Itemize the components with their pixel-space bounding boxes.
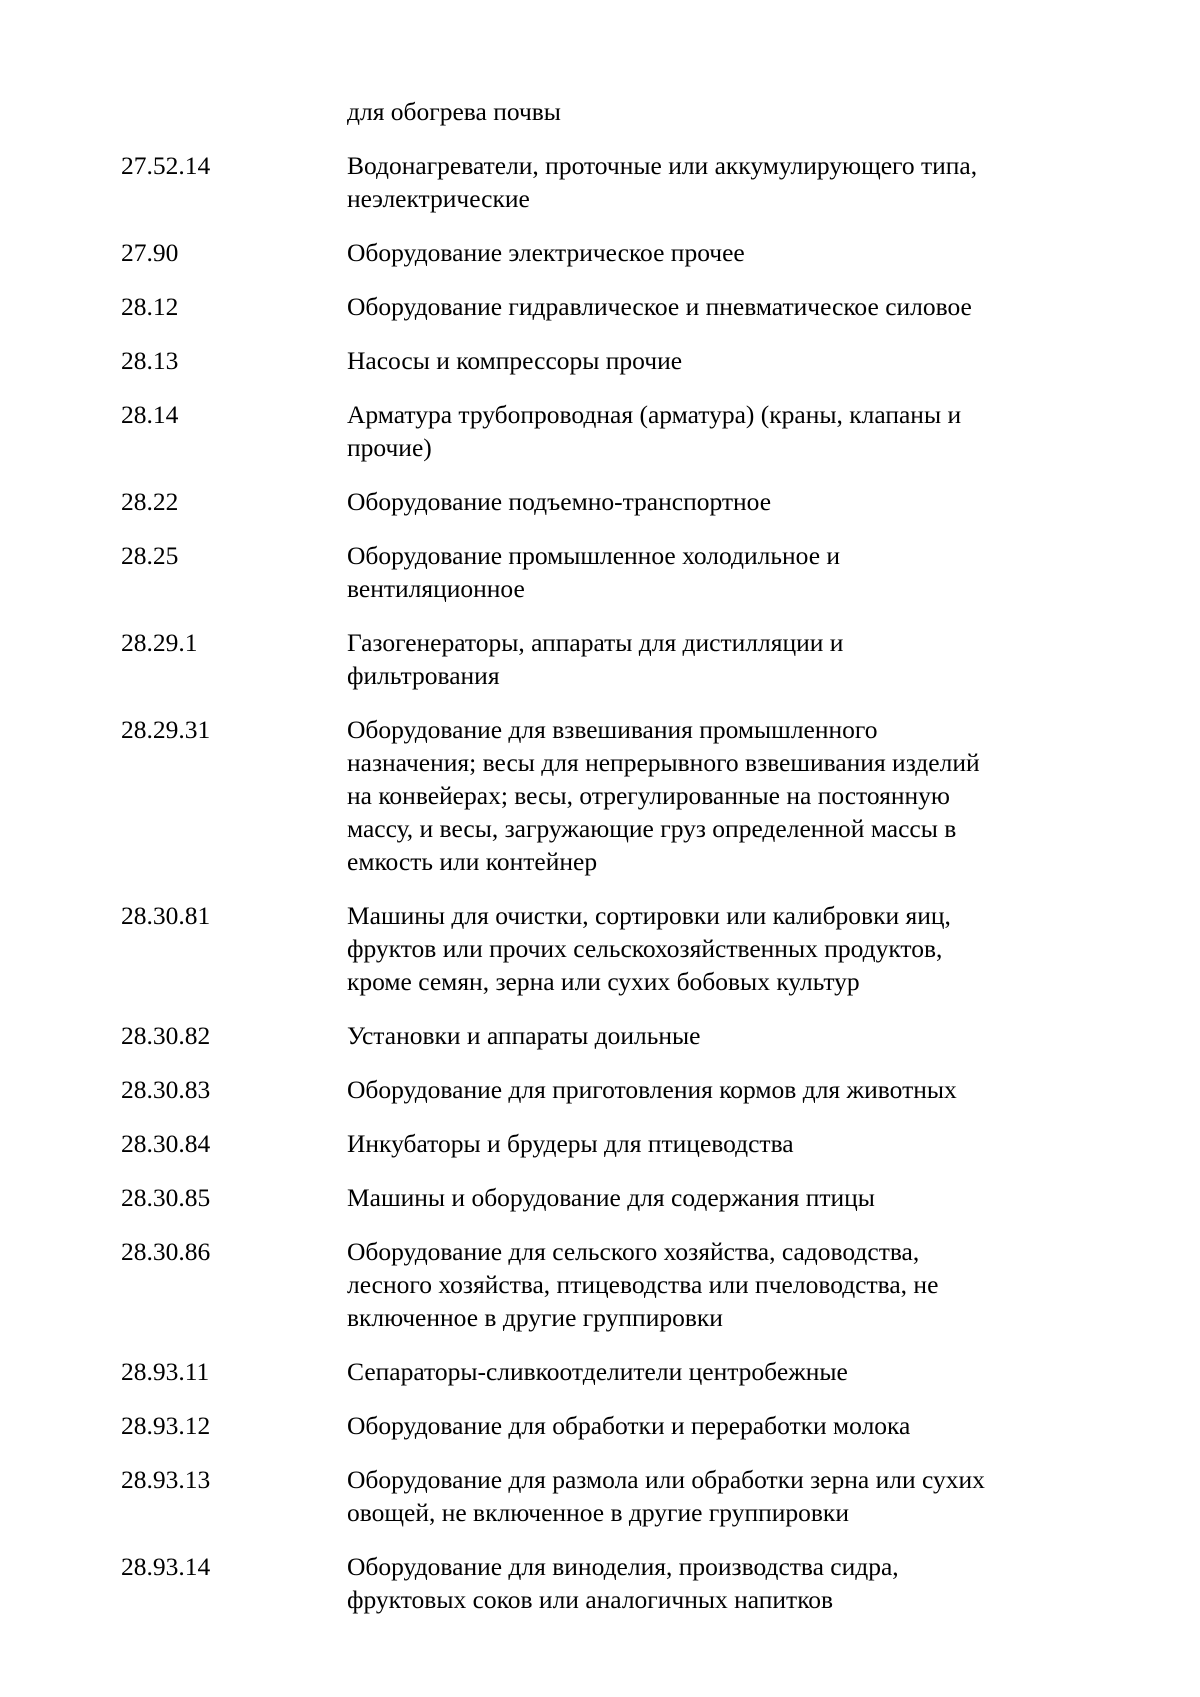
item-code: 28.29.1 (121, 628, 198, 657)
item-description (347, 1235, 1067, 1334)
description-line: Водонагреватели, проточные или аккумулирующего типа, (347, 151, 978, 180)
list-item (121, 344, 1081, 377)
item-code: 27.52.14 (121, 151, 211, 180)
item-description (347, 899, 1067, 998)
description-line: назначения; весы для непрерывного взвешивания изделий (347, 748, 980, 777)
description-line: прочие) (347, 433, 432, 462)
item-code: 27.90 (121, 238, 179, 267)
description-line: для обогрева почвы (347, 97, 561, 126)
item-code: 28.29.31 (121, 715, 211, 744)
description-line: Установки и аппараты доильные (347, 1021, 701, 1050)
description-line: Инкубаторы и брудеры для птицеводства (347, 1129, 794, 1158)
description-line: Оборудование промышленное холодильное и (347, 541, 841, 570)
item-description (347, 485, 1067, 518)
description-line: емкость или контейнер (347, 847, 598, 876)
description-line: кроме семян, зерна или сухих бобовых культур (347, 967, 860, 996)
item-description (347, 1409, 1067, 1442)
item-description (347, 1073, 1067, 1106)
description-line: вентиляционное (347, 574, 525, 603)
item-description (347, 539, 1067, 605)
description-line: Оборудование для обработки и переработки молока (347, 1411, 911, 1440)
item-code: 28.30.85 (121, 1183, 211, 1212)
item-code: 28.93.11 (121, 1357, 210, 1386)
description-line: Оборудование для приготовления кормов для животных (347, 1075, 957, 1104)
list-item (121, 485, 1081, 518)
item-code: 28.30.81 (121, 901, 211, 930)
list-item (121, 1127, 1081, 1160)
item-code: 28.93.12 (121, 1411, 211, 1440)
item-description (347, 1181, 1067, 1214)
list-item (121, 539, 1081, 605)
description-line: включенное в другие группировки (347, 1303, 723, 1332)
list-item (121, 1181, 1081, 1214)
item-code: 28.25 (121, 541, 179, 570)
description-line: Оборудование электрическое прочее (347, 238, 745, 267)
item-description (347, 95, 1067, 128)
list-item (121, 95, 1081, 128)
list-item (121, 1019, 1081, 1052)
item-code: 28.22 (121, 487, 179, 516)
description-line: Оборудование для сельского хозяйства, садоводства, (347, 1237, 920, 1266)
list-item (121, 236, 1081, 269)
item-description (347, 236, 1067, 269)
item-description (347, 1127, 1067, 1160)
item-description (347, 290, 1067, 323)
list-item (121, 290, 1081, 323)
list-item (121, 149, 1081, 215)
classifier-code-list (121, 95, 1081, 1637)
list-item (121, 1073, 1081, 1106)
description-line: Оборудование для размола или обработки зерна или сухих (347, 1465, 985, 1494)
item-description (347, 1355, 1067, 1388)
list-item (121, 1355, 1081, 1388)
item-code: 28.30.82 (121, 1021, 211, 1050)
description-line: овощей, не включенное в другие группировки (347, 1498, 849, 1527)
description-line: Машины и оборудование для содержания птицы (347, 1183, 875, 1212)
description-line: Сепараторы-сливкоотделители центробежные (347, 1357, 848, 1386)
description-line: Оборудование для взвешивания промышленного (347, 715, 878, 744)
item-description (347, 713, 1067, 878)
item-code: 28.30.84 (121, 1129, 211, 1158)
list-item (121, 398, 1081, 464)
item-code: 28.12 (121, 292, 179, 321)
item-code: 28.14 (121, 400, 179, 429)
description-line: неэлектрические (347, 184, 530, 213)
description-line: Машины для очистки, сортировки или калибровки яиц, (347, 901, 951, 930)
item-description (347, 626, 1067, 692)
description-line: фильтрования (347, 661, 500, 690)
list-item (121, 1463, 1081, 1529)
description-line: Оборудование гидравлическое и пневматическое силовое (347, 292, 972, 321)
description-line: Газогенераторы, аппараты для дистилляции и (347, 628, 844, 657)
item-code: 28.93.14 (121, 1552, 211, 1581)
list-item (121, 713, 1081, 878)
list-item (121, 626, 1081, 692)
item-description (347, 1463, 1067, 1529)
description-line: фруктов или прочих сельскохозяйственных продуктов, (347, 934, 943, 963)
item-description (347, 1019, 1067, 1052)
description-line: фруктовых соков или аналогичных напитков (347, 1585, 834, 1614)
item-code: 28.30.83 (121, 1075, 211, 1104)
list-item (121, 899, 1081, 998)
item-description (347, 149, 1067, 215)
description-line: лесного хозяйства, птицеводства или пчеловодства, не (347, 1270, 939, 1299)
item-description (347, 1550, 1067, 1616)
description-line: на конвейерах; весы, отрегулированные на постоянную (347, 781, 950, 810)
list-item (121, 1409, 1081, 1442)
item-description (347, 398, 1067, 464)
description-line: Насосы и компрессоры прочие (347, 346, 683, 375)
description-line: Оборудование для виноделия, производства сидра, (347, 1552, 899, 1581)
list-item (121, 1550, 1081, 1616)
description-line: Оборудование подъемно-транспортное (347, 487, 772, 516)
item-code: 28.13 (121, 346, 179, 375)
item-code: 28.30.86 (121, 1237, 211, 1266)
description-line: Арматура трубопроводная (арматура) (краны, клапаны и (347, 400, 962, 429)
description-line: массу, и весы, загружающие груз определенной массы в (347, 814, 957, 843)
list-item (121, 1235, 1081, 1334)
item-description (347, 344, 1067, 377)
item-code: 28.93.13 (121, 1465, 211, 1494)
